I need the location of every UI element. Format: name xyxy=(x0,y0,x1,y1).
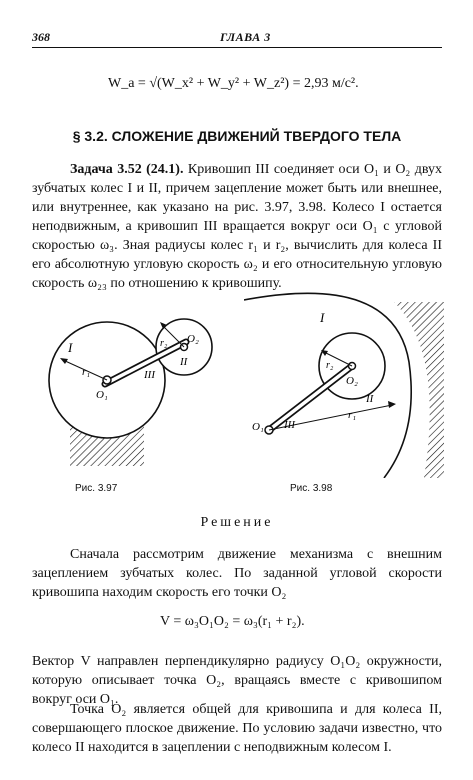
figure-3-98-caption: Рис. 3.98 xyxy=(290,483,333,494)
label-crank: III xyxy=(284,419,295,431)
solution-paragraph-2: Вектор V направлен перпендикулярно радиусу O₁O₂ окружности, которую описывает точка O₂, вращаясь вместе с кривошипом вокруг оси O₁. xyxy=(32,654,442,707)
header-rule xyxy=(32,47,442,48)
label-wheel-1: I xyxy=(320,310,325,325)
figure-3-98 xyxy=(244,282,444,478)
solution-paragraph-1: Сначала рассмотрим движение механизма с внешним зацеплением зубчатых колес. По заданной угловой скорости кривошипа находим скорость его точки O₂ xyxy=(32,547,442,600)
label-o1: O₁ xyxy=(252,421,264,433)
acceleration-formula: W_a = √(W_x² + W_y² + W_z²) = 2,93 м/с². xyxy=(108,76,359,91)
label-wheel-2: II xyxy=(180,356,188,368)
label-o2: O₂ xyxy=(187,333,199,345)
solution-heading: Решение xyxy=(200,515,274,530)
label-crank: III xyxy=(144,369,155,381)
solution-paragraph-3: Точка O₂ является общей для кривошипа и для колеса II, совершающего плоское движение. По условию задачи известно, что колесо II находится в зацеплении с неподвижным колесом I. xyxy=(32,702,442,755)
page-number: 368 xyxy=(32,30,50,44)
label-o1: O₁ xyxy=(96,389,108,401)
label-wheel-1: I xyxy=(68,340,73,355)
ring-hatching xyxy=(394,302,444,478)
problem-statement xyxy=(32,160,442,293)
velocity-formula: V = ω₃O₁O₂ = ω₃(r₁ + r₂). xyxy=(160,614,305,629)
label-wheel-2: II xyxy=(366,393,374,405)
label-r2: r₂ xyxy=(160,338,168,349)
section-title: § 3.2. СЛОЖЕНИЕ ДВИЖЕНИЙ ТВЕРДОГО ТЕЛА xyxy=(72,128,402,144)
label-o2: O₂ xyxy=(346,375,358,387)
chapter-title: ГЛАВА 3 xyxy=(220,30,271,44)
label-r1: r₁ xyxy=(348,409,357,421)
label-r1: r₁ xyxy=(82,366,91,378)
running-header xyxy=(32,30,442,46)
label-r2: r₂ xyxy=(326,360,334,371)
problem-text: Кривошип III соединяет оси O₁ и O₂ двух зубчатых колес I и II, причем зацепление может быть или внешнее, или внутреннее, как указано на рис. 3.97, 3.98. Колесо I остается неподвижным, а кривошип III вращается вокруг оси O₁ с угловой скоростью ω₃. Зная радиусы колес r₁ и r₂, вычислить для колеса II его абсолютную угловую скорость ω₂ и его относительную угловую скорость ω₂₃ по отношению к кривошипу. xyxy=(32,162,442,291)
problem-label: Задача 3.52 (24.1). xyxy=(70,162,184,177)
figure-3-97-caption: Рис. 3.97 xyxy=(75,483,118,494)
figure-3-97 xyxy=(30,300,230,480)
